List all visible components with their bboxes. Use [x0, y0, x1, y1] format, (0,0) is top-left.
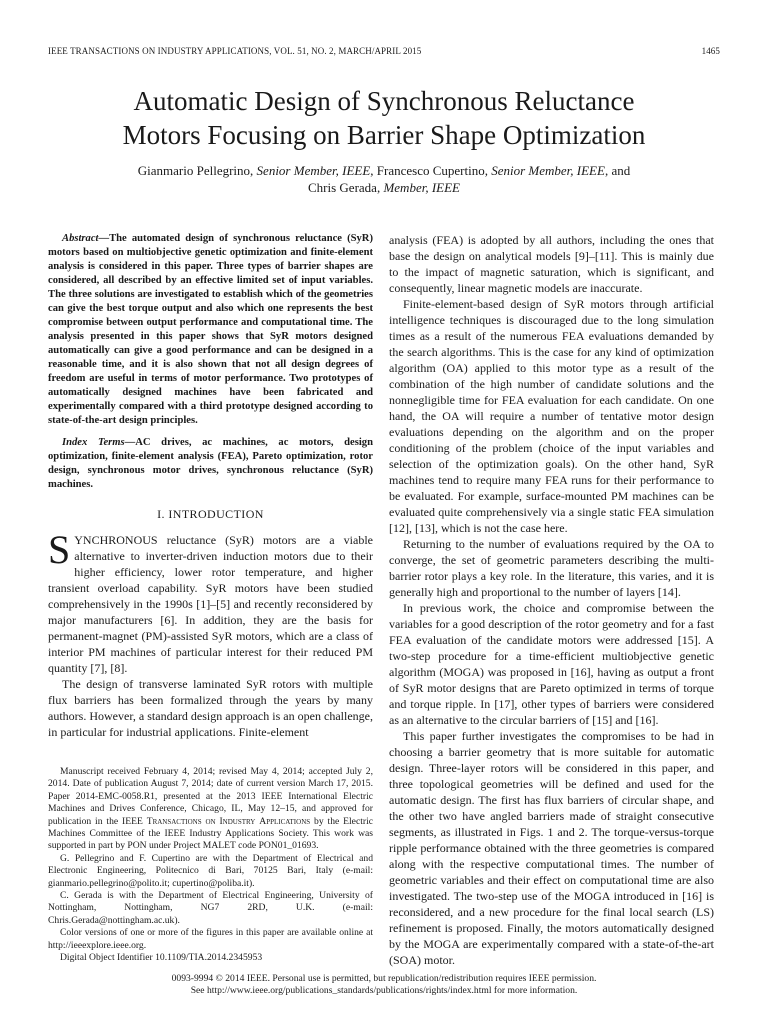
author-3-name: Chris Gerada, [308, 180, 384, 195]
copyright-footer [48, 973, 720, 997]
index-terms-lead: Index Terms [62, 437, 125, 448]
index-terms [48, 436, 373, 492]
copyright-line-2: See http://www.ieee.org/publications_standards/publications/rights/index.html for more information. [190, 985, 578, 996]
footnotes [48, 766, 373, 965]
intro-paragraph-1-text: YNCHRONOUS reluctance (SyR) motors are a viable alternative to inverter-driven induction motors due to their higher efficiency, lower rotor temperature, and higher transient overload capability. SyR motors have been studied comprehensively in the 1990s [1]–[5] and recently reconsidered by major manufacturers [6]. In addition, they are the basis for permanent-magnet (PM)-assisted SyR motors, which are a class of interior PM machines of particular interest for their reduced PM quantity [7], [8]. [48, 533, 373, 675]
author-line-2 [40, 179, 728, 196]
title-line-2: Motors Focusing on Barrier Shape Optimization [122, 120, 646, 150]
author-1-name: Gianmario Pellegrino, [137, 163, 257, 178]
right-paragraph-5: This paper further investigates the compromises to be had in choosing a barrier geometry that is more suitable for automatic design. Three-layer rotors will be considered in this paper, and three topological geometries will be defined and used for the automatic design. The first has flux barriers of circular shape, and the other two have angled barriers made of straight consecutive segments, as illustrated in Figs. 1 and 2. The torque-versus-torque ripple performance obtained with the three geometries is compared along with the respective computational times. The number of geometric variables and their effect on computational time are also investigated. The two-step use of the MOGA introduced in [16] is reconsidered, and a new procedure for the final local search (LS) refinement is proposed. Finally, the motors automatically designed by the MOGA are experimentally compared with a state-of-the-art (SOA) motor. [389, 729, 714, 967]
right-paragraph-3: Returning to the number of evaluations required by the OA to converge, the set of geometric parameters describing the multi-barrier rotor plays a key role. In the literature, this varies, and it is generally high and proportional to the number of layers [14]. [389, 537, 714, 599]
author-list [40, 162, 728, 196]
section-rest: NTRODUCTION [172, 507, 264, 521]
section-initial: I [168, 507, 173, 521]
footnote-color-versions: Color versions of one or more of the figures in this paper are available online at http://ieeexplore.ieee.org. [48, 927, 373, 951]
index-terms-text: —AC drives, ac machines, ac motors, design optimization, finite-element analysis (FEA), Pareto optimization, rotor design, synchronous motor drives, synchronous reluctance (SyR) machines. [48, 437, 373, 490]
intro-paragraph-2: The design of transverse laminated SyR rotors with multiple flux barriers has been formalized through the years by many authors. However, a standard design approach is an open challenge, in particular for industrial applications. Finite-element [48, 677, 373, 739]
right-column [389, 232, 714, 968]
copyright-line-1: 0093-9994 © 2014 IEEE. Personal use is permitted, but republication/redistribution requires IEEE permission. [171, 973, 597, 984]
abstract-lead: Abstract [62, 233, 99, 244]
author-2-role: Senior Member, IEEE [491, 163, 605, 178]
right-paragraph-1: analysis (FEA) is adopted by all authors, including the ones that base the design on analytical models [9]–[11]. This is mainly due to the impact of magnetic saturation, which is significant, and consequently, linear magnetic models are inaccurate. [389, 233, 714, 295]
drop-cap: S [48, 527, 71, 572]
paper-title [40, 84, 728, 152]
abstract [48, 232, 373, 428]
author-3-role: Member, IEEE [383, 180, 460, 195]
running-header [48, 46, 720, 56]
footnote-doi: Digital Object Identifier 10.1109/TIA.2014.2345953 [60, 952, 263, 964]
intro-paragraph-1 [48, 527, 373, 676]
footnote-affiliation-2: C. Gerada is with the Department of Electrical Engineering, University of Nottingham, Nottingham, NG7 2RD, U.K. (e-mail: Chris.Gerada@nottingham.ac.uk). [48, 890, 373, 926]
journal-name: IEEE TRANSACTIONS ON INDUSTRY APPLICATIONS, VOL. 51, NO. 2, MARCH/APRIL 2015 [48, 46, 422, 56]
page-number: 1465 [701, 46, 720, 56]
journal-title-small-caps: Transactions on Industry [146, 815, 256, 827]
right-paragraph-4: In previous work, the choice and compromise between the variables for a good description of the rotor geometry and for a fast FEA evaluation of the candidate motors were addressed [15]. A two-step procedure for a time-efficient multiobjective genetic algorithm (MOGA) was proposed in [16], having as output a front of SyR motor designs that are Pareto optimized in terms of torque and torque ripple. In [17], other types of barriers were considered as an alternative to the circular barriers of [15] and [16]. [389, 601, 714, 727]
title-line-1: Automatic Design of Synchronous Reluctance [133, 86, 635, 116]
footnote-manuscript: Manuscript received February 4, 2014; revised May 4, 2014; accepted July 2, 2014. Date of publication August 7, 2014; date of current version March 17, 2015. Paper 2014-EMC-0058.R1, presented at the 2013 IEEE International Electric Machines and Drives Conference, Chicago, IL, May 12–15, and approved for publication in the IEEE Transactions on Industry Applications by the Electric Machines Committee of the IEEE Industry Applications Society. This work was supported in part by PON under Project MALET code PON01_01693. [48, 766, 373, 852]
author-line-1 [40, 162, 728, 179]
author-2-name: , Francesco Cupertino, [370, 163, 492, 178]
abstract-text: —The automated design of synchronous reluctance (SyR) motors based on multiobjective genetic optimization and finite-element analysis is considered in this paper. Three types of barrier shapes are considered, all described by an effective limited set of input variables. The three solutions are investigated to establish which of the geometries can give the best torque output and also which one represents the best compromise between output performance and computational time. The analysis presented in this paper shows that SyR motors designed automatically can give a good performance and can be designed in a reasonable time, and it is also shown that not all design degrees of freedom are useful in terms of motor performance. Two prototypes of automatically designed machines have been fabricated and experimentally compared with a third prototype designed according to state-of-the-art design principles. [48, 233, 373, 426]
footnote-affiliation-1: G. Pellegrino and F. Cupertino are with the Department of Electrical and Electronic Engineering, Politecnico di Bari, 70125 Bari, Italy (e-mail: gianmario.pellegrino@polito.it; cupertino@poliba.it). [48, 852, 373, 889]
author-3-prefix: , and [604, 163, 631, 178]
section-heading-introduction [48, 506, 373, 522]
right-paragraph-2: Finite-element-based design of SyR motors through artificial intelligence techniques is discouraged due to the long simulation times as a result of the numerous FEA evaluations demanded by the search algorithms. This is the case for any kind of optimization algorithm (OA) applied to this motor type as a result of the combination of the high number of candidate solutions and the nonnegligible time for FEA evaluation for each candidate. On one hand, the OA will require a number of tentative motor design evaluations depending on the algorithm and on the proper conditioning of the problem (choice of the input variables and selection of the optimization goals). On the other hand, SyR machines tend to require many FEA runs for their performance to be evaluated. For example, surface-mounted PM machines can be evaluated quite comprehensively via a single static FEA simulation [12], [13], which is not the case here. [389, 297, 714, 535]
left-column [48, 232, 373, 740]
author-1-role: Senior Member, IEEE [256, 163, 371, 178]
section-number: I. [157, 507, 169, 521]
